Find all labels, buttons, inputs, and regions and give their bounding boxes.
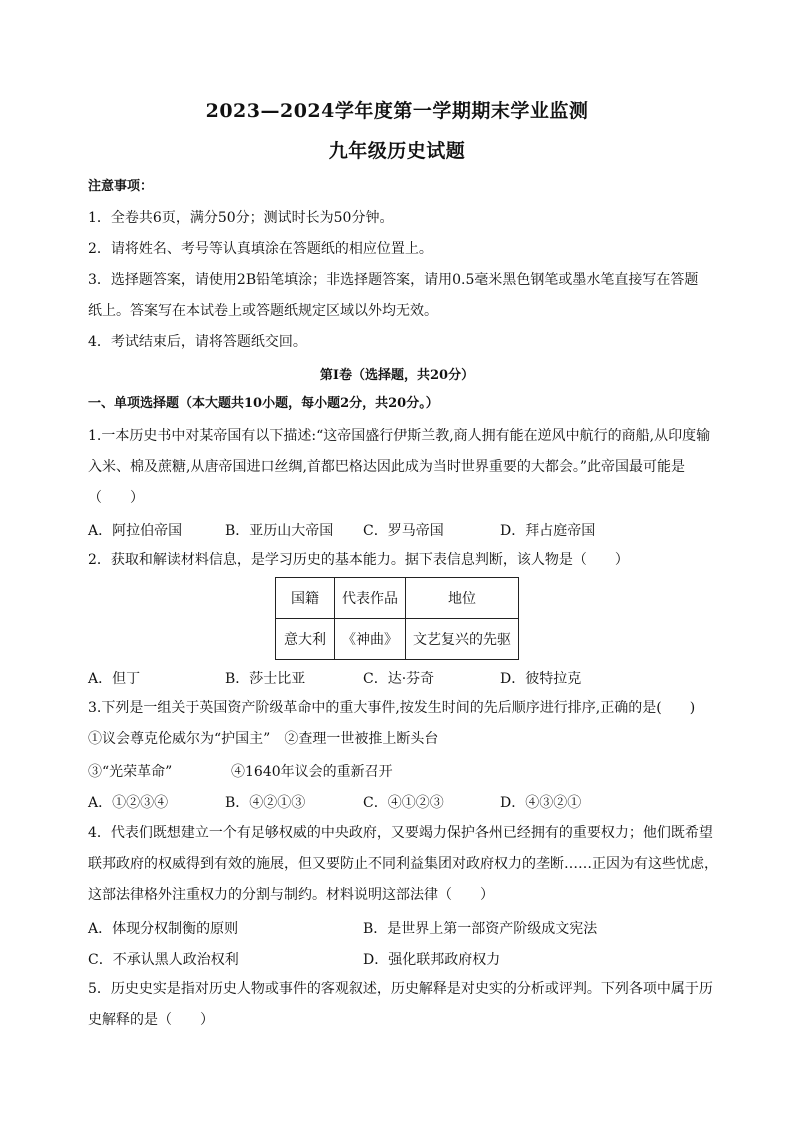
- table-header: 国籍: [276, 578, 335, 619]
- q1-option-b: B．亚历山大帝国: [225, 523, 334, 539]
- notes-heading: 注意事项：: [88, 179, 154, 194]
- q4-option-a: A．体现分权制衡的原则: [88, 921, 239, 937]
- q3-option-c: C．④①②③: [363, 795, 444, 811]
- q4-option-b: B．是世界上第一部资产阶级成文宪法: [363, 921, 598, 937]
- table-header: 代表作品: [335, 578, 406, 619]
- q2-option-a: A．但丁: [88, 671, 141, 687]
- note-item: 2．请将姓名、考号等认真填涂在答题纸的相应位置上。: [88, 241, 433, 257]
- question-4-line: 4．代表们既想建立一个有足够权威的中央政府，又要竭力保护各州已经拥有的重要权力；他们既希望: [88, 825, 713, 841]
- q3-event-3: ③“光荣革命”: [88, 764, 173, 780]
- question-4-line: 这部法律格外注重权力的分割与制约。材料说明这部法律（ ）: [88, 887, 494, 903]
- question-4-line: 联邦政府的权威得到有效的施展，但又要防止不同利益集团对政府权力的垄断……正因为有这些忧虑，: [88, 856, 718, 872]
- info-table: [275, 577, 519, 660]
- q3-event-4: ④1640年议会的重新召开: [231, 764, 393, 780]
- exam-title: 2023—2024学年度第一学期期末学业监测: [205, 100, 589, 122]
- q1-option-d: D．拜占庭帝国: [500, 523, 596, 539]
- question-3-stem: 3.下列是一组关于英国资产阶级革命中的重大事件,按发生时间的先后顺序进行排序,正确的是( ): [88, 700, 696, 716]
- q3-option-b: B．④②①③: [225, 795, 306, 811]
- q3-events: ①议会尊克伦威尔为“护国主” ②查理一世被推上断头台: [88, 731, 439, 747]
- table-row: [276, 619, 519, 660]
- q2-option-c: C．达·芬奇: [363, 671, 435, 687]
- q2-option-b: B．莎士比亚: [225, 671, 306, 687]
- question-1-line: 1.一本历史书中对某帝国有以下描述:“这帝国盛行伊斯兰教,商人拥有能在逆风中航行的商船,从印度输: [88, 428, 711, 444]
- part-heading: 一、单项选择题（本大题共10小题，每小题2分，共20分。）: [88, 396, 439, 411]
- q2-option-d: D．彼特拉克: [500, 671, 582, 687]
- q3-option-a: A．①②③④: [88, 795, 169, 811]
- question-1-line: 入米、棉及蔗糖,从唐帝国进口丝绸,首都巴格达因此成为当时世界重要的大都会。”此帝国最可能是: [88, 459, 686, 475]
- q4-option-c: C．不承认黑人政治权利: [88, 952, 239, 968]
- question-5-line: 史解释的是（ ）: [88, 1012, 214, 1028]
- section-title: 第Ⅰ卷（选择题，共20分）: [319, 368, 475, 383]
- question-2-stem: 2．获取和解读材料信息，是学习历史的基本能力。据下表信息判断，该人物是（ ）: [88, 552, 629, 568]
- question-1-line: （ ）: [88, 490, 144, 506]
- q3-option-d: D．④③②①: [500, 795, 582, 811]
- note-item: 3．选择题答案，请使用2B铅笔填涂；非选择题答案，请用0.5毫米黑色钢笔或墨水笔直接写在答题: [88, 272, 699, 288]
- table-header-row: [276, 578, 519, 619]
- q4-option-d: D．强化联邦政府权力: [363, 952, 501, 968]
- table-cell: 《神曲》: [335, 619, 406, 660]
- table-cell: 意大利: [276, 619, 335, 660]
- note-item: 1．全卷共6页，满分50分；测试时长为50分钟。: [88, 210, 394, 226]
- note-item: 纸上。答案写在本试卷上或答题纸规定区域以外均无效。: [88, 303, 438, 319]
- q1-option-a: A．阿拉伯帝国: [88, 523, 183, 539]
- note-item: 4．考试结束后，请将答题纸交回。: [88, 334, 307, 350]
- question-5-line: 5．历史史实是指对历史人物或事件的客观叙述，历史解释是对史实的分析或评判。下列各项中属于历: [88, 981, 713, 997]
- exam-subtitle: 九年级历史试题: [328, 140, 466, 162]
- q1-option-c: C．罗马帝国: [363, 523, 444, 539]
- table-cell: 文艺复兴的先驱: [406, 619, 519, 660]
- table-header: 地位: [406, 578, 519, 619]
